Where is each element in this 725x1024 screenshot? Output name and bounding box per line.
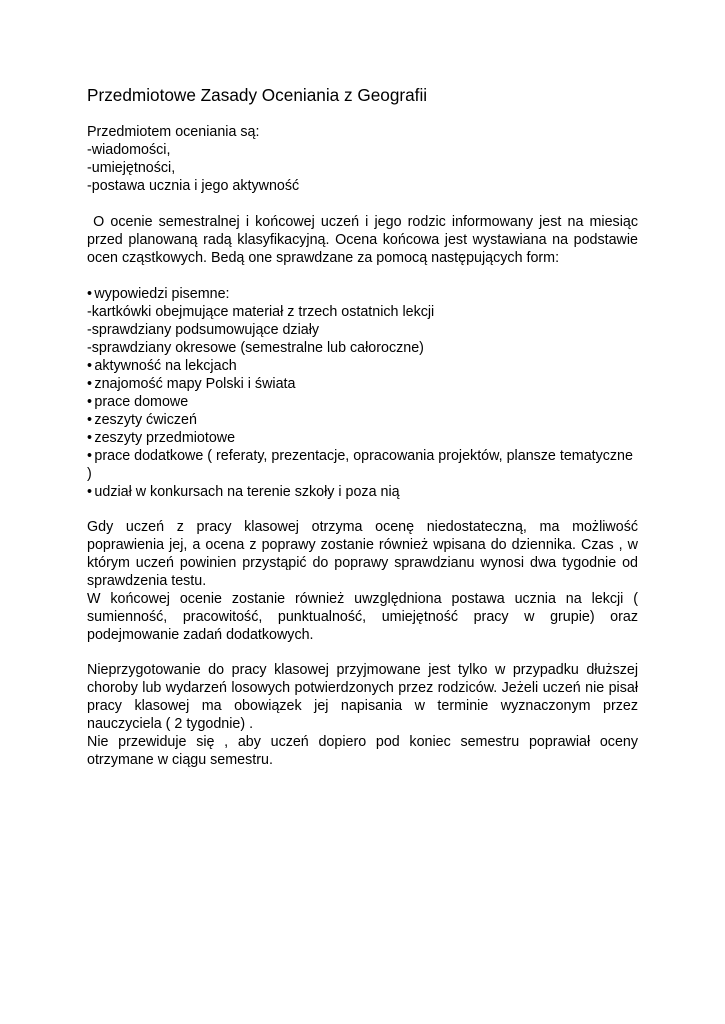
list-item-label: wypowiedzi pisemne:	[94, 286, 230, 302]
bullet-icon: •	[87, 412, 93, 428]
list-item	[87, 303, 638, 321]
list-item	[87, 411, 638, 429]
spacer	[87, 644, 638, 661]
list-item	[87, 285, 638, 303]
list-item	[87, 357, 638, 375]
document-content	[87, 84, 642, 769]
list-item-label: -sprawdziany okresowe (semestralne lub całoroczne)	[87, 340, 424, 356]
list-item	[87, 375, 638, 393]
paragraph-retake-policy: Gdy uczeń z pracy klasowej otrzyma ocenę niedostateczną, ma możliwość poprawienia jej, a ocena z poprawy zostanie również wpisana do dziennika. Czas , w którym uczeń powinien przystąpić do poprawy sprawdzianu wynosi dwa tygodnie od sprawdzenia testu.	[87, 519, 638, 589]
paragraph-unprepared: Nieprzygotowanie do pracy klasowej przyjmowane jest tylko w przypadku dłuższej choroby lub wydarzeń losowych potwierdzonych przez rodziców. Jeżeli uczeń nie pisał pracy klasowej ma obowiązek jej napisania w terminie wyznaczonym przez nauczyciela ( 2 tygodnie) .	[87, 662, 638, 732]
intro-item-attitude: -postawa ucznia i jego aktywność	[87, 178, 300, 194]
list-item-label: prace dodatkowe ( referaty, prezentacje, opracowania projektów, plansze tematyczne )	[87, 448, 633, 482]
bullet-icon: •	[87, 358, 93, 374]
intro-heading: Przedmiotem oceniania są:	[87, 124, 260, 140]
list-item	[87, 321, 638, 339]
bullet-icon: •	[87, 394, 93, 410]
list-item	[87, 483, 638, 501]
bullet-icon: •	[87, 430, 93, 446]
list-item-label: udział w konkursach na terenie szkoły i poza nią	[94, 484, 400, 500]
paragraph-semester-end: Nie przewiduje się , aby uczeń dopiero pod koniec semestru poprawiał oceny otrzymane w ciągu semestru.	[87, 734, 638, 768]
spacer	[87, 501, 638, 518]
intro-section	[87, 123, 638, 195]
paragraph-attitude: W końcowej ocenie zostanie również uwzględniona postawa ucznia na lekcji ( sumienność, pracowitość, punktualność, umiejętność pracy w grupie) oraz podejmowanie zadań dodatkowych.	[87, 591, 638, 643]
spacer	[87, 195, 638, 213]
page-title: Przedmiotowe Zasady Oceniania z Geografii	[87, 85, 428, 105]
list-item	[87, 429, 638, 447]
list-item-label: aktywność na lekcjach	[94, 358, 237, 374]
bullet-icon: •	[87, 376, 93, 392]
bullet-icon: •	[87, 484, 93, 500]
assessment-forms-list	[87, 285, 638, 501]
list-item-label: prace domowe	[94, 394, 189, 410]
list-item-label: -kartkówki obejmujące materiał z trzech ostatnich lekcji	[87, 304, 435, 320]
bullet-icon: •	[87, 286, 93, 302]
list-item	[87, 447, 638, 483]
intro-item-knowledge: -wiadomości,	[87, 142, 171, 158]
list-item	[87, 393, 638, 411]
bullet-icon: •	[87, 448, 93, 464]
list-item	[87, 339, 638, 357]
intro-item-skills: -umiejętności,	[87, 160, 176, 176]
spacer	[87, 267, 638, 285]
list-item-label: znajomość mapy Polski i świata	[94, 376, 296, 392]
paragraph-grading-info: O ocenie semestralnej i końcowej uczeń i jego rodzic informowany jest na miesiąc przed planowaną radą klasyfikacyjną. Ocena końcowa jest wystawiana na podstawie ocen cząstkowych. Bedą one sprawdzane za pomocą następujących form:	[87, 214, 642, 266]
list-item-label: zeszyty ćwiczeń	[94, 412, 197, 428]
list-item-label: zeszyty przedmiotowe	[94, 430, 236, 446]
list-item-label: -sprawdziany podsumowujące działy	[87, 322, 320, 338]
